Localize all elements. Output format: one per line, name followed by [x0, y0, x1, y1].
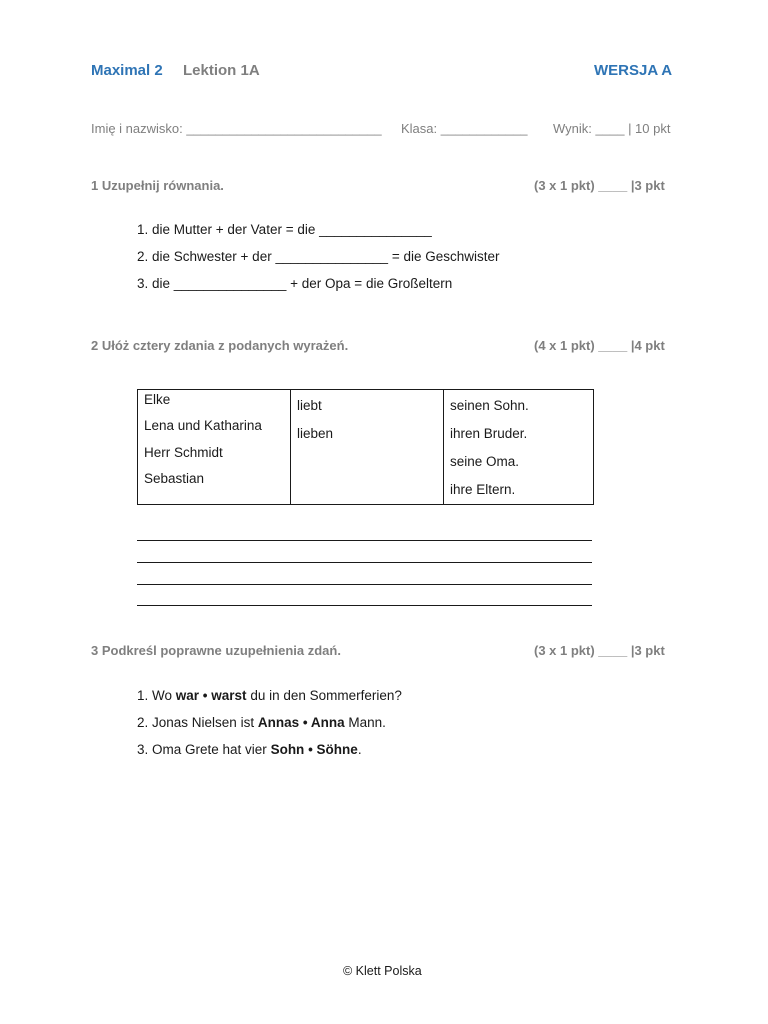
subject-word: Elke	[144, 392, 171, 407]
task1-item[interactable]: 2. die Schwester + der _______________ = die Geschwister	[137, 249, 500, 264]
item-number: 1.	[137, 688, 153, 703]
item-text: du in den Sommerferien?	[246, 688, 402, 703]
option-2[interactable]: Anna	[310, 715, 345, 730]
item-number: 3.	[137, 742, 153, 757]
option-1[interactable]: Sohn	[270, 742, 305, 757]
class-field	[401, 121, 528, 136]
answer-line[interactable]	[137, 605, 592, 606]
course-title: Maximal 2	[91, 62, 163, 79]
name-field	[91, 121, 382, 136]
verb-word: lieben	[297, 426, 334, 441]
score-total: | 10 pkt	[628, 121, 671, 136]
score-blank[interactable]: ____	[595, 121, 625, 136]
task1-item[interactable]: 1. die Mutter + der Vater = die _______________	[137, 222, 432, 237]
option-separator: •	[199, 688, 212, 703]
answer-line[interactable]	[137, 540, 592, 541]
object-word: seine Oma.	[450, 454, 520, 469]
subject-word: Herr Schmidt	[144, 445, 223, 460]
lesson-title: Lektion 1A	[183, 62, 260, 79]
verbs-column	[291, 390, 444, 505]
name-blank[interactable]: ___________________________	[186, 121, 382, 136]
version-label: WERSJA A	[594, 62, 673, 79]
class-blank[interactable]: ____________	[440, 121, 528, 136]
item-text: Jonas Nielsen ist	[152, 715, 258, 730]
item-number: 2.	[137, 715, 153, 730]
subject-word: Sebastian	[144, 471, 205, 486]
subjects-column	[138, 390, 291, 505]
item-text: Oma Grete hat vier	[152, 742, 271, 757]
task1-item[interactable]: 3. die _______________ + der Opa = die Großeltern	[137, 276, 453, 291]
subject-word: Lena und Katharina	[144, 418, 262, 433]
object-word: seinen Sohn.	[450, 398, 529, 413]
task3-title: 3 Podkreśl poprawne uzupełnienia zdań.	[91, 643, 341, 658]
item-text: Mann.	[344, 715, 386, 730]
verb-word: liebt	[297, 398, 322, 413]
object-word: ihre Eltern.	[450, 482, 516, 497]
score-field	[553, 121, 670, 136]
task2-title: 2 Ułóż cztery zdania z podanych wyrażeń.	[91, 338, 349, 353]
task2-points: (4 x 1 pkt) ____ |4 pkt	[534, 338, 665, 353]
item-text: .	[357, 742, 362, 757]
task3-points: (3 x 1 pkt) ____ |3 pkt	[534, 643, 665, 658]
option-separator: •	[299, 715, 311, 730]
task3-item	[137, 688, 402, 703]
answer-line[interactable]	[137, 584, 592, 585]
answer-line[interactable]	[137, 562, 592, 563]
option-1[interactable]: Annas	[257, 715, 300, 730]
word-table	[137, 389, 594, 505]
score-label: Wynik:	[553, 121, 592, 136]
task3-item	[137, 742, 362, 757]
option-separator: •	[304, 742, 317, 757]
option-2[interactable]: Söhne	[316, 742, 358, 757]
name-label: Imię i nazwisko:	[91, 121, 183, 136]
task3-item	[137, 715, 386, 730]
object-word: ihren Bruder.	[450, 426, 528, 441]
option-1[interactable]: war	[175, 688, 200, 703]
task1-title: 1 Uzupełnij równania.	[91, 178, 224, 193]
copyright: © Klett Polska	[343, 964, 422, 978]
objects-column	[444, 390, 594, 505]
item-text: Wo	[152, 688, 176, 703]
task1-points: (3 x 1 pkt) ____ |3 pkt	[534, 178, 665, 193]
option-2[interactable]: warst	[211, 688, 247, 703]
class-label: Klasa:	[401, 121, 438, 136]
